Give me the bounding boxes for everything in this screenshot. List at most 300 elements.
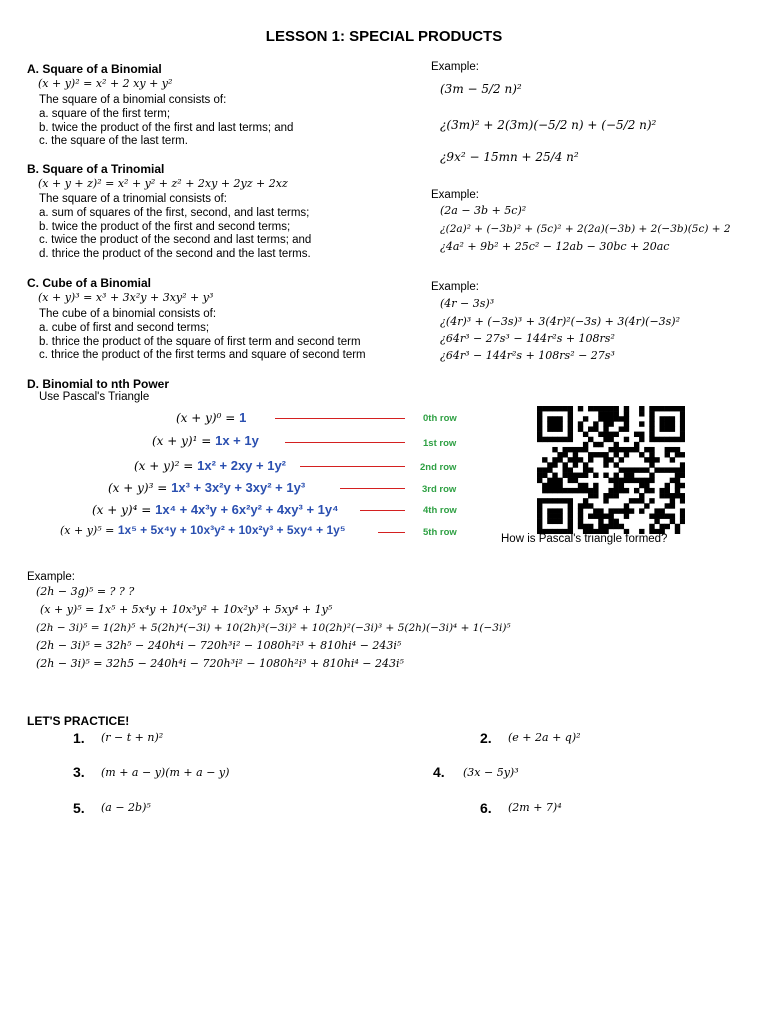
qr-module (588, 426, 593, 431)
qr-module (537, 416, 542, 421)
qr-module (639, 411, 644, 416)
qr-module (593, 421, 598, 426)
qr-module (568, 406, 573, 411)
qr-module (649, 437, 654, 442)
qr-module (649, 416, 654, 421)
qr-module (552, 508, 557, 513)
qr-module (552, 478, 557, 483)
qr-module (614, 411, 619, 416)
qr-module (654, 467, 659, 472)
qr-module (659, 508, 664, 513)
qr-module (659, 524, 664, 529)
qr-module (568, 447, 573, 452)
qr-module (583, 473, 588, 478)
qr-module (608, 432, 613, 437)
qr-module (608, 478, 613, 483)
section-b-formula: (x + y + z)² = x² + y² + z² + 2xy + 2yz + 2xz (38, 177, 288, 190)
qr-module (568, 421, 573, 426)
qr-module (665, 524, 670, 529)
pascal-lhs: (x + y)⁴ = (92, 503, 152, 517)
qr-module (675, 524, 680, 529)
qr-module (614, 406, 619, 411)
example-c-line: (4r − 3s)³ (440, 297, 495, 310)
qr-module (639, 467, 644, 472)
qr-module (603, 421, 608, 426)
qr-module (552, 421, 557, 426)
text-line: b. twice the product of the first and second terms; (39, 220, 291, 233)
qr-module (670, 447, 675, 452)
practice-number: 6. (480, 800, 492, 816)
pascal-row-2 (134, 458, 286, 473)
qr-module (644, 457, 649, 462)
qr-module (578, 426, 583, 431)
practice-expression: (2m + 7)⁴ (508, 801, 562, 814)
qr-module (603, 498, 608, 503)
qr-module (578, 406, 583, 411)
qr-module (578, 483, 583, 488)
qr-module (670, 467, 675, 472)
qr-module (542, 437, 547, 442)
qr-module (675, 493, 680, 498)
practice-number: 3. (73, 764, 85, 780)
qr-module (542, 473, 547, 478)
practice-number: 1. (73, 730, 85, 746)
qr-module (665, 416, 670, 421)
qr-module (573, 478, 578, 483)
qr-module (619, 416, 624, 421)
example-label: Example: (27, 571, 75, 583)
qr-module (629, 473, 634, 478)
qr-module (670, 421, 675, 426)
row-connector-line (275, 418, 405, 419)
qr-module (614, 432, 619, 437)
qr-module (547, 462, 552, 467)
qr-module (552, 416, 557, 421)
text-line: b. twice the product of the first and last terms; and (39, 121, 294, 134)
qr-module (547, 437, 552, 442)
qr-module (557, 437, 562, 442)
qr-module (583, 524, 588, 529)
qr-module (624, 473, 629, 478)
qr-module (552, 498, 557, 503)
qr-module (675, 529, 680, 534)
qr-module (603, 473, 608, 478)
qr-module (598, 442, 603, 447)
qr-module (634, 447, 639, 452)
pascal-lhs: (x + y)¹ = (152, 434, 212, 448)
qr-module (537, 514, 542, 519)
qr-module (665, 467, 670, 472)
qr-module (624, 508, 629, 513)
qr-module (603, 452, 608, 457)
qr-module (583, 432, 588, 437)
qr-module (598, 416, 603, 421)
qr-module (552, 437, 557, 442)
qr-module (608, 411, 613, 416)
qr-module (665, 514, 670, 519)
qr-module (614, 478, 619, 483)
qr-module (583, 488, 588, 493)
qr-module (573, 457, 578, 462)
qr-module (557, 483, 562, 488)
example-c-line: ¿64r³ − 144r²s + 108rs² − 27s³ (440, 349, 615, 362)
qr-module (537, 437, 542, 442)
qr-module (568, 514, 573, 519)
qr-module (552, 473, 557, 478)
qr-module (680, 437, 685, 442)
section-b-text (39, 193, 311, 262)
text-line: c. the square of the last term. (39, 135, 188, 148)
section-d-subtitle: Use Pascal's Triangle (39, 391, 150, 403)
qr-module (614, 462, 619, 467)
page-title: LESSON 1: SPECIAL PRODUCTS (265, 28, 503, 45)
qr-module (568, 498, 573, 503)
qr-module (537, 478, 542, 483)
qr-module (619, 508, 624, 513)
qr-module (563, 467, 568, 472)
qr-module (563, 488, 568, 493)
qr-module (603, 406, 608, 411)
qr-module (680, 411, 685, 416)
qr-module (578, 447, 583, 452)
pascal-row-3 (108, 480, 305, 495)
qr-module (578, 503, 583, 508)
qr-module (608, 447, 613, 452)
qr-module (624, 452, 629, 457)
qr-module (665, 406, 670, 411)
qr-module (557, 478, 562, 483)
qr-module (547, 488, 552, 493)
qr-module (588, 457, 593, 462)
section-c-heading: C. Cube of a Binomial (27, 276, 152, 290)
practice-expression: (3x − 5y)³ (463, 766, 519, 779)
qr-module (568, 467, 573, 472)
qr-module (680, 426, 685, 431)
row-label: 2nd row (420, 462, 457, 473)
qr-module (552, 447, 557, 452)
text-line: c. twice the product of the second and last terms; and (39, 234, 312, 247)
qr-module (680, 483, 685, 488)
qr-module (578, 473, 583, 478)
pascal-rhs: 1x + 1y (215, 433, 259, 448)
practice-number: 2. (480, 730, 492, 746)
qr-module (624, 416, 629, 421)
qr-module (608, 416, 613, 421)
qr-module (542, 457, 547, 462)
qr-module (624, 406, 629, 411)
qr-module (557, 421, 562, 426)
qr-module (665, 447, 670, 452)
qr-module (573, 447, 578, 452)
example-label: Example: (431, 61, 479, 73)
qr-module (568, 437, 573, 442)
qr-module (608, 457, 613, 462)
qr-module (603, 493, 608, 498)
qr-module (568, 519, 573, 524)
section-c-formula: (x + y)³ = x³ + 3x²y + 3xy² + y³ (38, 291, 214, 304)
qr-module (654, 508, 659, 513)
qr-module (593, 473, 598, 478)
qr-module (588, 514, 593, 519)
qr-module (680, 498, 685, 503)
pascal-lhs: (x + y)⁵ = (60, 524, 115, 537)
qr-module (552, 488, 557, 493)
qr-module (573, 452, 578, 457)
qr-module (654, 519, 659, 524)
qr-module (665, 493, 670, 498)
qr-module (649, 411, 654, 416)
qr-module (614, 488, 619, 493)
qr-module (680, 432, 685, 437)
pascal-rhs: 1x⁴ + 4x³y + 6x²y² + 4xy³ + 1y⁴ (155, 502, 339, 517)
qr-module (639, 437, 644, 442)
qr-caption: How is Pascal's triangle formed? (501, 533, 668, 545)
qr-module (583, 416, 588, 421)
qr-module (639, 432, 644, 437)
qr-module (665, 503, 670, 508)
qr-module (670, 519, 675, 524)
qr-module (644, 488, 649, 493)
qr-module (675, 406, 680, 411)
qr-module (598, 508, 603, 513)
qr-module (537, 524, 542, 529)
qr-module (639, 483, 644, 488)
row-connector-line (340, 488, 405, 489)
qr-module (568, 457, 573, 462)
qr-module (639, 406, 644, 411)
qr-module (583, 467, 588, 472)
qr-module (578, 524, 583, 529)
qr-module (603, 462, 608, 467)
text-line: a. square of the first term; (39, 107, 171, 120)
row-connector-line (285, 442, 405, 443)
pascal-row-5 (60, 523, 345, 537)
qr-module (563, 406, 568, 411)
qr-module (588, 406, 593, 411)
qr-module (675, 488, 680, 493)
section-b-heading: B. Square of a Trinomial (27, 162, 165, 176)
qr-module (654, 514, 659, 519)
qr-module (537, 411, 542, 416)
qr-module (629, 508, 634, 513)
qr-module (593, 442, 598, 447)
qr-module (680, 493, 685, 498)
qr-module (665, 437, 670, 442)
qr-module (624, 488, 629, 493)
practice-heading: LET'S PRACTICE! (27, 714, 130, 728)
section-a-formula: (x + y)² = x² + 2 xy + y² (38, 77, 173, 90)
practice-expression: (e + 2a + q)² (508, 731, 581, 744)
qr-module (573, 488, 578, 493)
qr-module (659, 426, 664, 431)
qr-module (665, 452, 670, 457)
qr-module (568, 478, 573, 483)
qr-module (639, 478, 644, 483)
qr-module (619, 478, 624, 483)
text-line: b. thrice the product of the square of first term and second term (39, 335, 361, 348)
pascal-row-0 (176, 410, 246, 425)
qr-module (603, 514, 608, 519)
qr-module (583, 498, 588, 503)
qr-module (573, 473, 578, 478)
qr-module (537, 432, 542, 437)
qr-module (649, 426, 654, 431)
qr-module (552, 457, 557, 462)
qr-module (608, 421, 613, 426)
qr-module (537, 503, 542, 508)
qr-module (654, 437, 659, 442)
pascal-rhs: 1x³ + 3x²y + 3xy² + 1y³ (171, 480, 306, 495)
qr-module (624, 467, 629, 472)
qr-module (649, 473, 654, 478)
qr-module (608, 437, 613, 442)
qr-module (588, 524, 593, 529)
qr-module (619, 457, 624, 462)
qr-module (573, 462, 578, 467)
qr-module (649, 524, 654, 529)
qr-module (598, 411, 603, 416)
qr-module (670, 457, 675, 462)
qr-module (680, 421, 685, 426)
practice-number: 4. (433, 764, 445, 780)
qr-module (659, 488, 664, 493)
qr-module (639, 452, 644, 457)
qr-module (649, 462, 654, 467)
qr-module (665, 483, 670, 488)
qr-module (552, 426, 557, 431)
text-line: c. thrice the product of the first terms and square of second term (39, 349, 366, 362)
example-a-line: (3m − 5/2 n)² (440, 82, 522, 96)
pascal-lhs: (x + y)⁰ = (176, 411, 236, 425)
qr-module (680, 452, 685, 457)
qr-module (649, 406, 654, 411)
qr-module (649, 457, 654, 462)
qr-module (568, 508, 573, 513)
row-label: 4th row (423, 505, 457, 516)
qr-module (547, 483, 552, 488)
pascal-row-4 (92, 502, 339, 517)
qr-module (680, 514, 685, 519)
pascal-row-1 (152, 433, 259, 448)
qr-module (659, 467, 664, 472)
text-line: a. sum of squares of the first, second, and last terms; (39, 206, 310, 219)
qr-module (608, 524, 613, 529)
qr-module (639, 498, 644, 503)
qr-module (675, 467, 680, 472)
qr-module (614, 473, 619, 478)
qr-module (557, 416, 562, 421)
qr-module (588, 437, 593, 442)
qr-module (624, 421, 629, 426)
qr-module (680, 462, 685, 467)
qr-module (675, 452, 680, 457)
section-a-text (39, 94, 293, 149)
qr-module (624, 437, 629, 442)
practice-expression: (r − t + n)² (101, 731, 164, 744)
example-label: Example: (431, 189, 479, 201)
qr-module (578, 421, 583, 426)
qr-module (608, 514, 613, 519)
qr-module (659, 514, 664, 519)
qr-module (593, 488, 598, 493)
qr-module (619, 488, 624, 493)
qr-module (649, 498, 654, 503)
qr-module (629, 478, 634, 483)
qr-module (583, 442, 588, 447)
qr-module (547, 508, 552, 513)
qr-module (603, 416, 608, 421)
qr-module (547, 514, 552, 519)
qr-module (542, 467, 547, 472)
example-b-line: (2a − 3b + 5c)² (440, 204, 527, 217)
qr-module (547, 421, 552, 426)
qr-module (629, 447, 634, 452)
qr-module (588, 488, 593, 493)
qr-module (619, 467, 624, 472)
qr-module (568, 416, 573, 421)
example-a-line: ¿9x² − 15mn + 25/4 n² (440, 150, 579, 164)
text-line: d. thrice the product of the second and the last terms. (39, 248, 311, 261)
qr-module (583, 447, 588, 452)
qr-module (649, 514, 654, 519)
example-b-line: ¿4a² + 9b² + 25c² − 12ab − 30bc + 20ac (440, 240, 670, 253)
qr-module (614, 519, 619, 524)
qr-module (593, 483, 598, 488)
qr-module (598, 524, 603, 529)
qr-module (557, 406, 562, 411)
qr-module (537, 473, 542, 478)
qr-module (552, 483, 557, 488)
qr-module (634, 488, 639, 493)
qr-module (557, 426, 562, 431)
qr-module (614, 508, 619, 513)
section-d-heading: D. Binomial to nth Power (27, 377, 170, 391)
qr-module (537, 426, 542, 431)
example-d-line: (2h − 3g)⁵ = ? ? ? (36, 585, 135, 598)
row-label: 1st row (423, 438, 457, 449)
qr-module (619, 426, 624, 431)
practice-expression: (a − 2b)⁵ (101, 801, 151, 814)
qr-code[interactable] (537, 406, 685, 534)
qr-module (654, 457, 659, 462)
example-label: Example: (431, 281, 479, 293)
row-label: 5th row (423, 527, 457, 538)
qr-module (578, 488, 583, 493)
practice-expression: (m + a − y)(m + a − y) (101, 766, 230, 779)
qr-module (644, 503, 649, 508)
qr-module (552, 462, 557, 467)
qr-module (593, 426, 598, 431)
qr-module (659, 493, 664, 498)
qr-module (659, 421, 664, 426)
qr-module (644, 478, 649, 483)
qr-module (557, 508, 562, 513)
row-label: 0th row (423, 413, 457, 424)
qr-module (659, 416, 664, 421)
qr-module (568, 426, 573, 431)
qr-module (547, 406, 552, 411)
qr-module (583, 483, 588, 488)
example-b-line: ¿(2a)² + (−3b)² + (5c)² + 2(2a)(−3b) + 2(−3b)(5c) + 2 (440, 223, 731, 235)
qr-module (593, 493, 598, 498)
pascal-rhs: 1x⁵ + 5x⁴y + 10x³y² + 10x²y³ + 5xy⁴ + 1y⁵ (117, 523, 346, 537)
qr-module (614, 452, 619, 457)
qr-module (588, 503, 593, 508)
row-label: 3rd row (422, 484, 457, 495)
qr-module (583, 503, 588, 508)
text-line: The square of a binomial consists of: (39, 94, 227, 106)
qr-module (542, 483, 547, 488)
